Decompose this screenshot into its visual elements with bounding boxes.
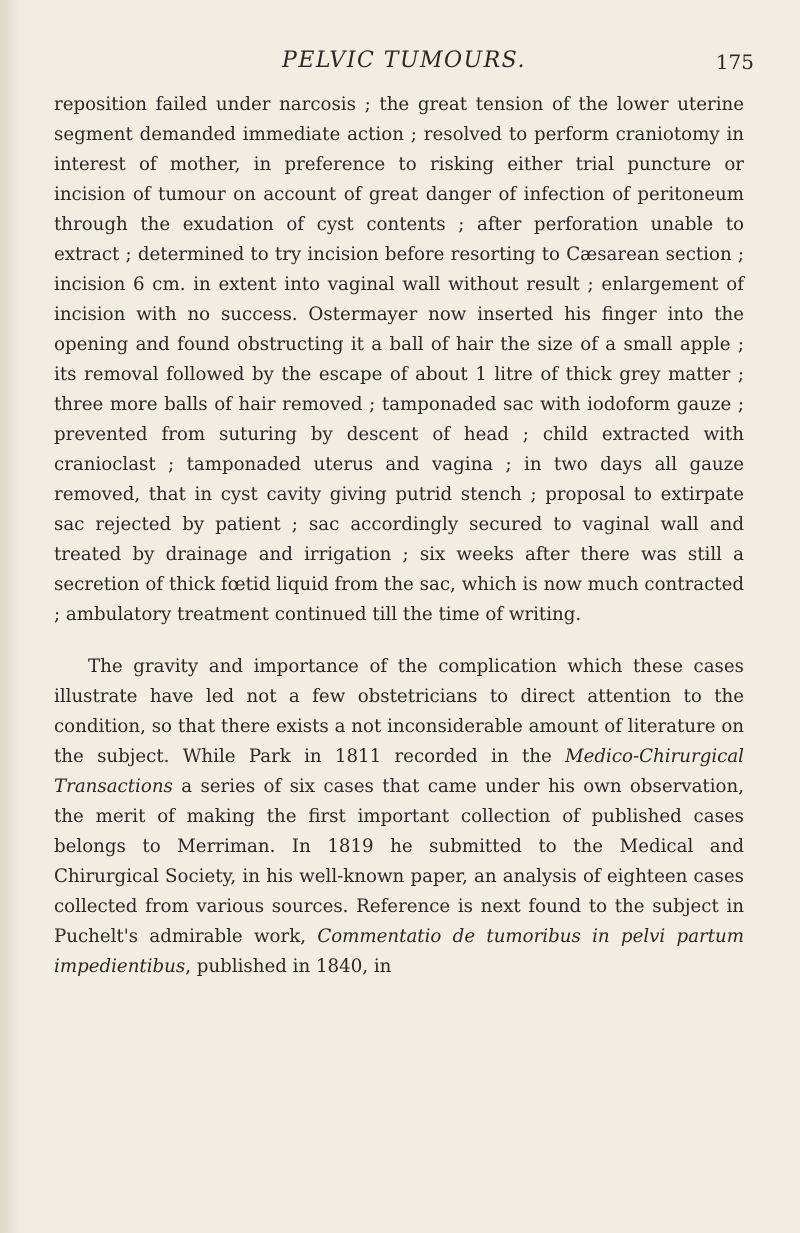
- book-title-italic: Commentatio de tumoribus in pelvi partum impedientibus: [54, 926, 744, 977]
- page-edge-shadow: [0, 0, 22, 1233]
- paragraph-2-text-2: a series of six cases that came under his own observation, the merit of making the first important collection of published cases belongs to Merriman. In 1819 he submitted to the Medical and Chirurgical Society, in his well-known paper, an analysis of eighteen cases collected from various sources. Reference is next found to the subject in Puchelt's admirable work,: [54, 776, 744, 947]
- body-text: [54, 90, 744, 982]
- journal-title-italic: Medico-Chirurgical Transactions: [54, 746, 744, 797]
- paragraph-2-text-1: The gravity and importance of the complication which these cases illustrate have led not a few obstetricians to direct attention to the condition, so that there exists a not inconsiderable amount of literature on the subject. While Park in 1811 recorded in the: [54, 656, 744, 767]
- paragraph-1: reposition failed under narcosis ; the great tension of the lower uterine segment demanded immediate action ; resolved to perform craniotomy in interest of mother, in preference to risking either trial puncture or incision of tumour on account of great danger of infection of peritoneum through the exudation of cyst contents ; after perforation unable to extract ; determined to try incision before resorting to Cæsarean section ; incision 6 cm. in extent into vaginal wall without result ; enlargement of incision with no success. Ostermayer now inserted his finger into the opening and found obstructing it a ball of hair the size of a small apple ; its removal followed by the escape of about 1 litre of thick grey matter ; three more balls of hair removed ; tamponaded sac with iodoform gauze ; prevented from suturing by descent of head ; child extracted with cranioclast ; tamponaded uterus and vagina ; in two days all gauze removed, that in cyst cavity giving putrid stench ; proposal to extirpate sac rejected by patient ; sac accordingly secured to vaginal wall and treated by drainage and irrigation ; six weeks after there was still a secretion of thick fœtid liquid from the sac, which is now much contracted ; ambulatory treatment continued till the time of writing.: [54, 94, 744, 625]
- paragraph-2: [54, 652, 744, 982]
- running-header: [54, 48, 754, 78]
- page-number: 175: [715, 50, 754, 74]
- paragraph-2-text-3: , published in 1840, in: [185, 956, 392, 977]
- running-title: PELVIC TUMOURS.: [282, 48, 526, 73]
